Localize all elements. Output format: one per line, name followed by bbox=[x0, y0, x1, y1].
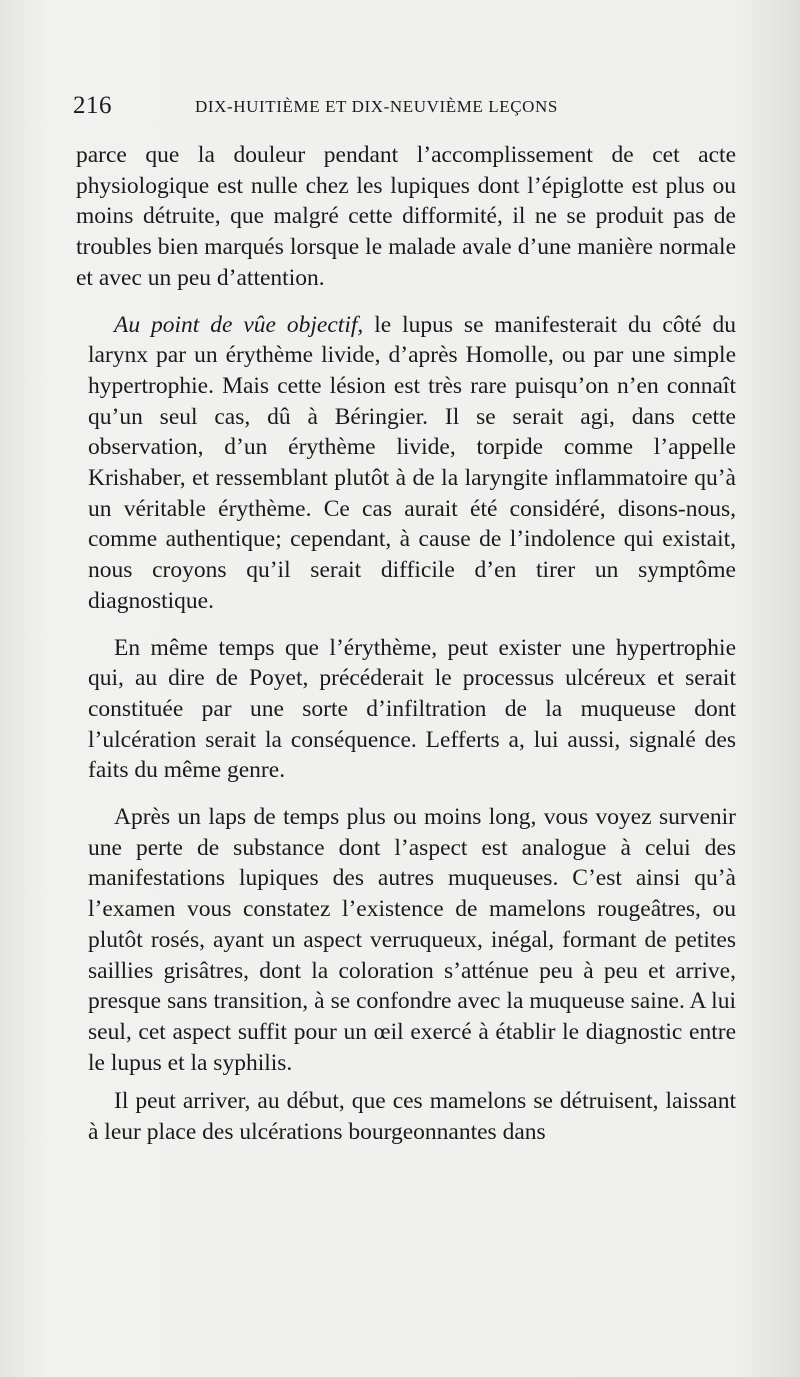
paragraph-4 bbox=[88, 802, 736, 1078]
page-number: 216 bbox=[73, 92, 112, 119]
paragraph-1-text: parce que la douleur pendant l’accomplissement de cet acte physiologique est nulle chez les lupiques dont l’épiglotte est plus ou moins détruite, que malgré cette difformité, il ne se produit pas de troubles bien marqués lorsque le malade avale d’une manière normale et avec un peu d’attention. bbox=[76, 142, 736, 291]
paragraph-2-text: le lupus se manifesterait du côté du larynx par un érythème livide, d’après Homolle, ou par une simple hypertrophie. Mais cette lésion est très rare puisqu’on n’en connaît qu’un seul cas, dû à Béringier. Il se serait agi, dans cette observation, d’un érythème livide, torpide comme l’appelle Krishaber, et ressemblant plutôt à de la laryngite inflammatoire qu’à un véritable érythème. Ce cas aurait été considéré, disons-nous, comme authentique; cependant, à cause de l’indolence qui existait, nous croyons qu’il serait difficile d’en tirer un symptôme diagnostique. bbox=[88, 311, 737, 614]
paragraph-5-text: Il peut arriver, au début, que ces mamelons se détruisent, laissant à leur place des ulcérations bourgeonnantes dans bbox=[88, 1088, 736, 1146]
paragraph-2 bbox=[88, 310, 736, 617]
paragraph-1 bbox=[76, 140, 736, 294]
running-head: DIX-HUITIÈME ET DIX-NEUVIÈME LEÇONS bbox=[195, 97, 558, 116]
paragraph-4-text: Après un laps de temps plus ou moins long, vous voyez survenir une perte de substance dont l’aspect est analogue à celui des manifestations lupiques des autres muqueuses. C’est ainsi qu’à l’examen vous constatez l’existence de mamelons rougeâtres, ou plutôt rosés, ayant un aspect verruqueux, inégal, formant de petites saillies grisâtres, dont la coloration s’atténue peu à peu et arrive, presque sans transition, à se confondre avec la muqueuse saine. A lui seul, cet aspect suffit pour un œil exercé à établir le diagnostic entre le lupus et la syphilis. bbox=[88, 804, 736, 1076]
body-text bbox=[76, 140, 737, 1164]
paragraph-5 bbox=[88, 1086, 736, 1147]
paragraph-2-italic-lead: Au point de vûe objectif, bbox=[114, 311, 364, 338]
page-header bbox=[73, 92, 733, 122]
paragraph-3-text: En même temps que l’érythème, peut exister une hypertrophie qui, au dire de Poyet, précéderait le processus ulcéreux et serait constituée par une sorte d’infiltration de la muqueuse dont l’ulcération serait la conséquence. Lefferts a, lui aussi, signalé des faits du même genre. bbox=[88, 634, 736, 784]
paragraph-3 bbox=[88, 633, 736, 787]
